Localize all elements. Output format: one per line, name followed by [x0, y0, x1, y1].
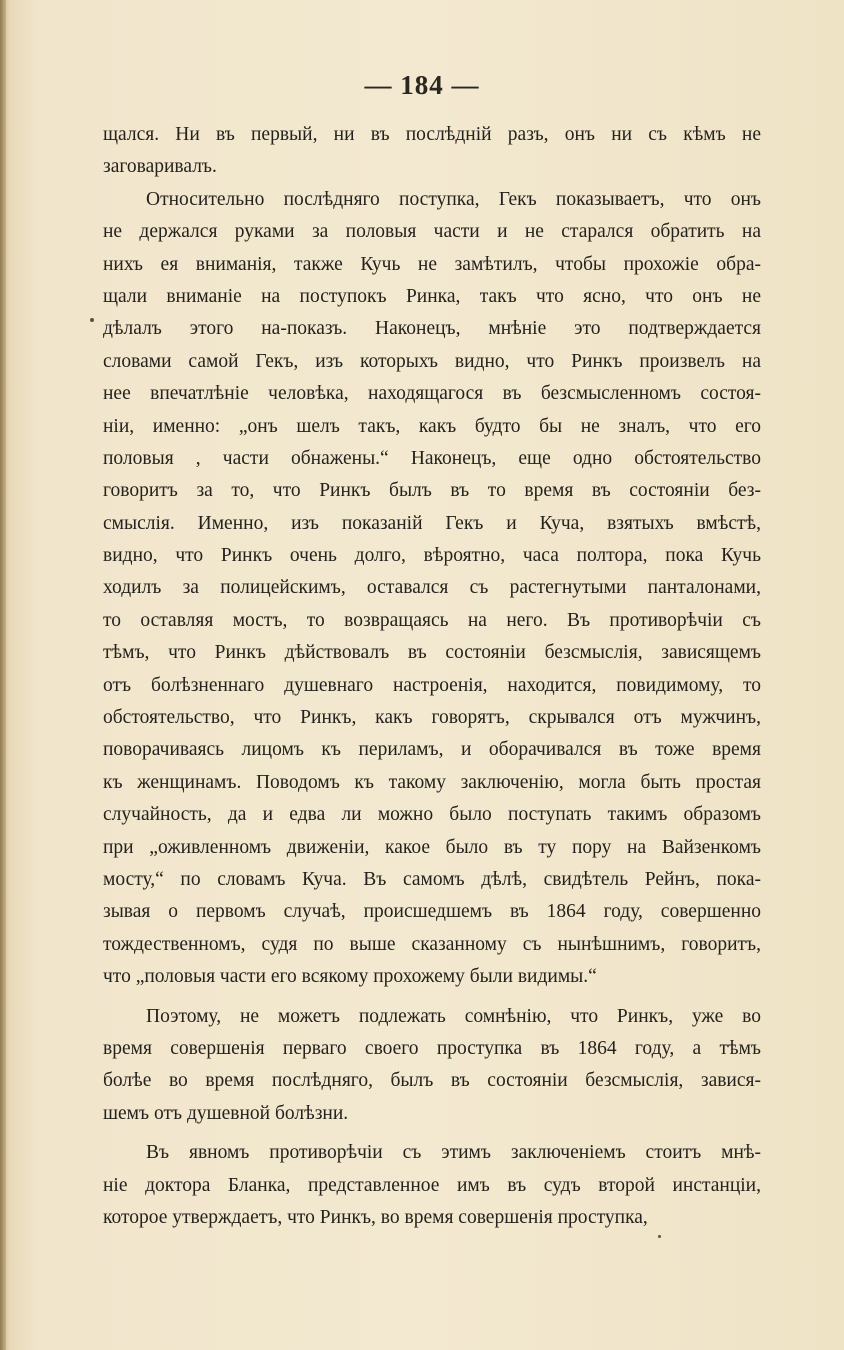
text-line: ходилъ за полицейскимъ, оставался съ растегнутыми панталонами,: [103, 577, 761, 599]
ink-speck: [90, 318, 94, 322]
text-line: мосту,“ по словамъ Куча. Въ самомъ дѣлѣ, свидѣтель Рейнъ, пока-: [103, 868, 761, 890]
text-line: обстоятельство, что Ринкъ, какъ говорятъ, скрывался отъ мужчинъ,: [103, 707, 761, 729]
text-line: болѣе во время послѣдняго, былъ въ состояніи безсмыслія, завися-: [103, 1070, 761, 1092]
text-line: нихъ ея вниманія, также Кучь не замѣтилъ, чтобы прохожіе обра-: [103, 253, 761, 275]
text-line: Въ явномъ противорѣчіи съ этимъ заключеніемъ стоитъ мнѣ-: [146, 1142, 761, 1164]
paragraph: [103, 184, 761, 994]
text-line: не держался руками за половыя части и не старался обратить на: [103, 221, 761, 243]
text-line: ніи, именно: „онъ шелъ такъ, какъ будто бы не зналъ, что его: [103, 415, 761, 437]
text-line: щался. Ни въ первый, ни въ послѣдній разъ, онъ ни съ кѣмъ не: [103, 124, 761, 145]
text-line: дѣлалъ этого на-показъ. Наконецъ, мнѣніе это подтверждается: [103, 318, 761, 340]
text-line: видно, что Ринкъ очень долго, вѣроятно, часа полтора, пока Кучь: [103, 545, 761, 567]
paragraph: [103, 1137, 761, 1234]
text-line: случайность, да и едва ли можно было поступать такимъ образомъ: [103, 804, 761, 826]
text-line: то оставляя мостъ, то возвращаясь на него. Въ противорѣчіи съ: [103, 609, 761, 631]
paragraph: [103, 119, 761, 184]
text-line: заговаривалъ.: [103, 156, 217, 178]
page-number: — 184 —: [364, 70, 480, 100]
text-line: которое утверждаетъ, что Ринкъ, во время совершенія проступка,: [103, 1206, 648, 1228]
text-line: зывая о первомъ случаѣ, происшедшемъ въ 1864 году, совершенно: [103, 901, 761, 923]
text-line: щали вниманіе на поступокъ Ринка, такъ что ясно, что онъ не: [103, 285, 761, 307]
text-line: при „оживленномъ движеніи, какое было въ ту пору на Вайзенкомъ: [103, 836, 761, 858]
text-line: Относительно послѣдняго поступка, Гекъ показываетъ, что онъ: [146, 188, 761, 210]
ink-speck: [658, 1235, 661, 1238]
text-line: поворачиваясь лицомъ къ периламъ, и оборачивался въ тоже время: [103, 739, 761, 761]
text-line: шемъ отъ душевной болѣзни.: [103, 1102, 349, 1124]
body-text: [103, 119, 761, 1234]
text-line: половыя , части обнажены.“ Наконецъ, еще одно обстоятельство: [103, 447, 761, 469]
text-line: тождественномъ, судя по выше сказанному съ нынѣшнимъ, говоритъ,: [103, 933, 761, 955]
paragraph-gap: [103, 994, 761, 1001]
text-line: къ женщинамъ. Поводомъ къ такому заключенію, могла быть простая: [103, 771, 761, 793]
paragraph: [103, 1001, 761, 1131]
text-line: время совершенія перваго своего проступка въ 1864 году, а тѣмъ: [103, 1037, 761, 1059]
text-line: тѣмъ, что Ринкъ дѣйствовалъ въ состояніи безсмыслія, зависящемъ: [103, 642, 761, 664]
page-spine-edge: [0, 0, 6, 1350]
text-line: что „половыя части его всякому прохожему были видимы.“: [103, 966, 597, 988]
text-line: говоритъ за то, что Ринкъ былъ въ то время въ состояніи без-: [103, 480, 761, 502]
text-line: нее впечатлѣніе человѣка, находящагося въ безсмысленномъ состоя-: [103, 383, 761, 405]
text-line: Поэтому, не можетъ подлежать сомнѣнію, что Ринкъ, уже во: [146, 1005, 761, 1027]
text-line: смыслія. Именно, изъ показаній Гекъ и Куча, взятыхъ вмѣстѣ,: [103, 512, 761, 534]
text-line: словами самой Гекъ, изъ которыхъ видно, что Ринкъ произвелъ на: [103, 350, 761, 372]
text-line: ніе доктора Бланка, представленное имъ въ судъ второй инстанціи,: [103, 1174, 761, 1196]
paragraph-gap: [103, 1130, 761, 1137]
text-line: отъ болѣзненнаго душевнаго настроенія, находится, повидимому, то: [103, 674, 761, 696]
